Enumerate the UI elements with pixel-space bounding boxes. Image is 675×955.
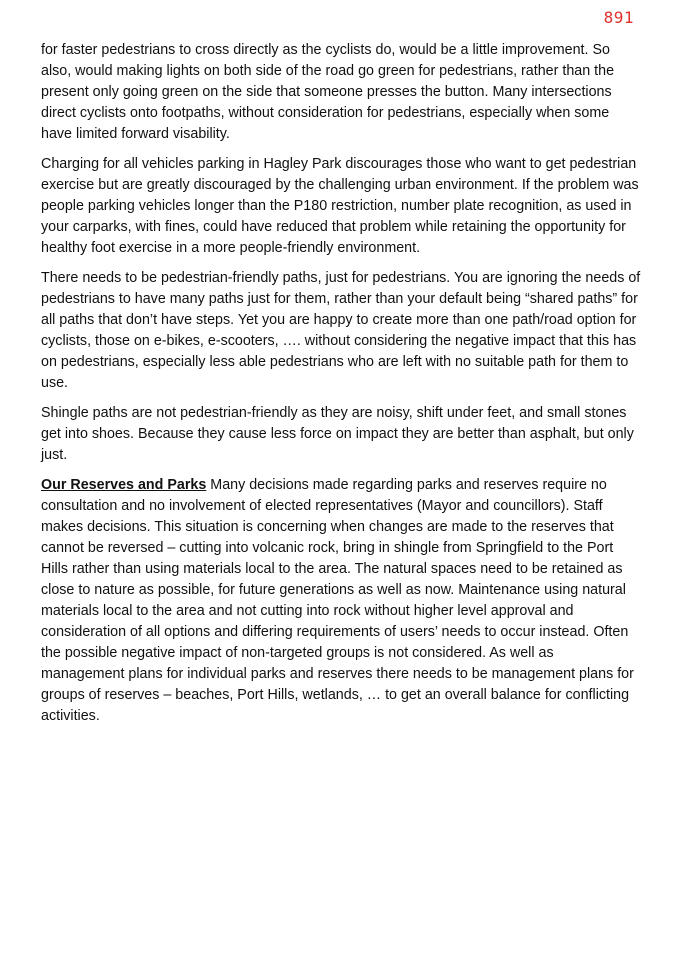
paragraph-pedestrian-crossings: for faster pedestrians to cross directly as the cyclists do, would be a little improvement. So also, would making lights on both side of the road go green for pedestrians, rather than the present only going green on the side that someone presses the button. Many intersections direct cyclists onto footpaths, without consideration for pedestrians, especially when some have limited forward visability. [41, 42, 615, 142]
section-heading: Our Reserves and Parks [41, 477, 207, 493]
section-text: Many decisions made regarding parks and reserves require no consultation and no involvement of elected representatives (Mayor and councillors). Staff makes decisions. This situation is concerning when changes are made to the reserves that cannot be reversed – cutting into volcanic rock, bring in shingle from Springfield to the Port Hills rather than using materials local to the area. The natural spaces need to be retained as close to nature as possible, for future generations as well as now. Maintenance using natural materials local to the area and not cutting into rock without higher level approval and consideration of all options and differing requirements of users’ needs to occur instead. Often the possible negative impact of non-targeted groups is not considered. As well as management plans for individual parks and reserves there needs to be management plans for groups of reserves – beaches, Port Hills, wetlands, … to get an overall balance for conflicting activities. [41, 477, 634, 724]
paragraph-hagley-park-parking: Charging for all vehicles parking in Hagley Park discourages those who want to get pedestrian exercise but are greatly discouraged by the challenging urban environment. If the problem was people parking vehicles longer than the P180 restriction, number plate recognition, as used in your carparks, with fines, could have reduced that problem while retaining the opportunity for healthy foot exercise in a more people-friendly environment. [41, 156, 639, 256]
page-number: 891 [603, 8, 634, 27]
paragraph-reserves-and-parks [41, 475, 641, 727]
document-body [41, 40, 641, 736]
paragraph-pedestrian-paths: There needs to be pedestrian-friendly paths, just for pedestrians. You are ignoring the needs of pedestrians to have many paths just for them, rather than your default being “shared paths” for all paths that don’t have steps. Yet you are happy to create more than one path/road option for cyclists, those on e-bikes, e-scooters, …. without considering the negative impact that this has on pedestrians, especially less able pedestrians who are left with no suitable path for them to use. [41, 270, 641, 391]
paragraph-shingle-paths: Shingle paths are not pedestrian-friendly as they are noisy, shift under feet, and small stones get into shoes. Because they cause less force on impact they are better than asphalt, but only just. [41, 405, 634, 463]
